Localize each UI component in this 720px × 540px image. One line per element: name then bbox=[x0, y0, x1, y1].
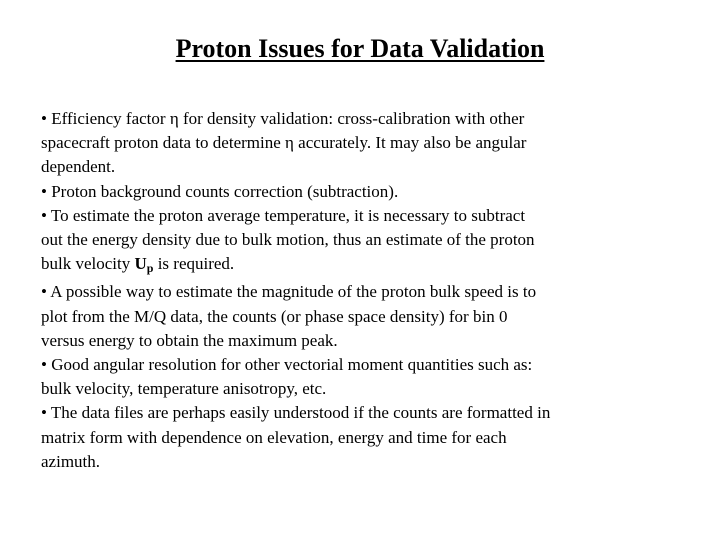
slide-body bbox=[41, 107, 681, 474]
velocity-symbol: U bbox=[134, 254, 147, 274]
text-line: azimuth. bbox=[41, 451, 101, 471]
text-line: • The data files are perhaps easily understood if the counts are formatted in bbox=[41, 403, 551, 423]
text-line: versus energy to obtain the maximum peak. bbox=[41, 330, 338, 350]
velocity-line bbox=[41, 252, 681, 280]
text-line: spacecraft proton data to determine η accurately. It may also be angular bbox=[41, 133, 527, 153]
text-line: bulk velocity, temperature anisotropy, etc. bbox=[41, 379, 327, 399]
velocity-prefix: bulk velocity bbox=[41, 254, 135, 274]
text-line: dependent. bbox=[41, 157, 116, 177]
slide-title: Proton Issues for Data Validation bbox=[175, 34, 545, 63]
text-line: out the energy density due to bulk motion, thus an estimate of the proton bbox=[41, 230, 535, 250]
text-line: • To estimate the proton average temperature, it is necessary to subtract bbox=[41, 205, 526, 225]
text-line: matrix form with dependence on elevation, energy and time for each bbox=[41, 427, 507, 447]
text-line: plot from the M/Q data, the counts (or phase space density) for bin 0 bbox=[41, 306, 508, 326]
velocity-suffix: is required. bbox=[153, 254, 235, 274]
text-line: • Efficiency factor η for density validation: cross-calibration with other bbox=[41, 109, 525, 128]
text-line: • Good angular resolution for other vectorial moment quantities such as: bbox=[41, 355, 533, 375]
text-line: • A possible way to estimate the magnitude of the proton bulk speed is to bbox=[41, 282, 537, 302]
velocity-subscript: p bbox=[146, 261, 154, 276]
text-line: • Proton background counts correction (subtraction). bbox=[41, 181, 399, 201]
